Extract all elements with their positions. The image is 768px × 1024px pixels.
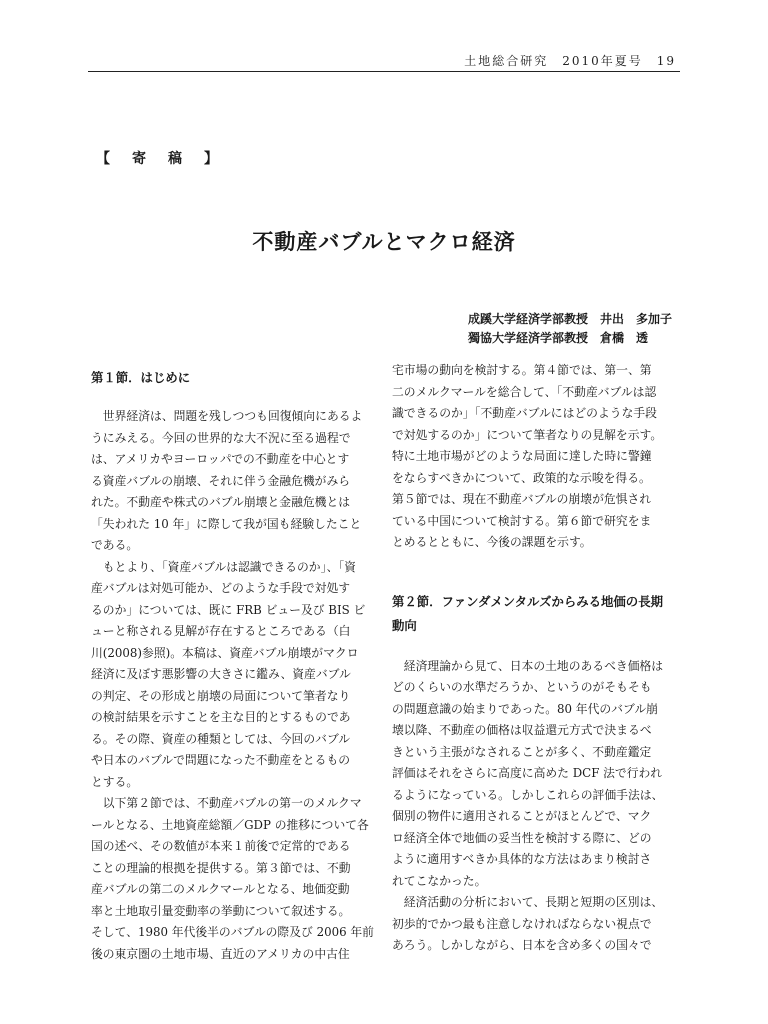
text-line: あろう。しかしながら、日本を含め多くの国々で (392, 938, 652, 952)
text-line: どのくらいの水準だろうか、というのがそもそも (392, 680, 652, 694)
section-heading-line: 動向 (392, 617, 417, 633)
section-tag: 【 寄 稿 】 (96, 151, 222, 167)
text-line: 二のメルクマールを総合して、「不動産バブルは認 (392, 384, 657, 399)
text-line: は、アメリカやヨーロッパでの不動産を中心とす (91, 452, 350, 466)
text-line: 第５節では、現在不動産バブルの崩壊が危惧され (392, 492, 652, 506)
text-line: れた。不動産や株式のバブル崩壊と金融危機とは (91, 495, 351, 509)
text-line: の判定、その形成と崩壊の局面について筆者なり (91, 688, 351, 703)
text-line: である。 (91, 538, 139, 552)
right-column (392, 360, 680, 957)
article-title: 不動産バブルとマクロ経済 (252, 230, 516, 254)
text-line: の検討結果を示すことを主な目的とするものであ (91, 710, 351, 724)
text-line: で対処するのか」について筆者なりの見解を示す。 (392, 427, 663, 442)
text-line: 識できるのか」「不動産バブルにはどのような手段 (392, 406, 657, 420)
section-heading (392, 590, 680, 638)
text-line: そして、1980 年代後半のバブルの際及び 2006 年前 (91, 925, 374, 939)
body-text (91, 406, 379, 965)
text-line: とめるとともに、今後の課題を示す。 (392, 535, 592, 549)
text-line: 個別の物件に適用されることがほとんどで、マク (392, 809, 652, 823)
text-line: 経済に及ぼす悪影響の大きさに鑑み、資産バブル (91, 667, 351, 681)
text-line: ューと称される見解が存在するところである（白 (91, 624, 351, 638)
text-line: ように適用すべきか具体的な方法はあまり検討さ (392, 852, 652, 866)
running-head: 土地総合研究 2010年夏号 19 (464, 54, 676, 68)
author-block (468, 310, 672, 348)
text-line: 経済活動の分析において、長期と短期の区別は、 (403, 895, 664, 909)
text-line: る資産バブルの崩壊、それに伴う金融危機がみら (91, 473, 351, 488)
section-heading-line: 第２節．ファンダメンタルズからみる地価の長期 (392, 593, 663, 609)
section-heading: 第１節．はじめに (91, 370, 191, 385)
author-line: 成蹊大学経済学部教授 井出 多加子 (467, 312, 672, 326)
text-line: 率と土地取引量変動率の挙動について叙述する。 (91, 903, 351, 918)
text-line: うにみえる。今回の世界的な大不況に至る過程で (91, 430, 351, 445)
text-line: 壊以降、不動産の価格は収益還元方式で決まるべ (392, 723, 652, 737)
text-line: 「失われた 10 年」に際して我が国も経験したこと (91, 516, 362, 531)
text-line: 国の述べ、その数値が本来１前後で定常的である (91, 839, 351, 853)
text-line: 世界経済は、問題を残しつつも回復傾向にあるよ (102, 409, 363, 423)
body-text (392, 360, 680, 554)
text-line: 後の東京圏の土地市場、直近のアメリカの中古住 (91, 946, 350, 961)
text-line: 経済理論から見て、日本の土地のあるべき価格は (403, 658, 664, 673)
author-line: 獨協大学経済学部教授 倉橋 透 (467, 331, 648, 345)
body-text (392, 656, 680, 957)
text-line: 特に土地市場がどのような局面に達した時に警鐘 (392, 449, 652, 463)
text-line: 宅市場の動向を検討する。第４節では、第一、第 (392, 363, 652, 377)
text-line: れてこなかった。 (392, 873, 487, 888)
text-line: るのか」については、既に FRB ビュー及び BIS ビ (91, 602, 366, 617)
header-rule (88, 71, 680, 72)
text-line: 以下第２節では、不動産バブルの第一のメルクマ (102, 796, 362, 810)
text-line: 産バブルは対処可能か、どのような手段で対処す (91, 581, 351, 595)
text-line: る。その際、資産の種類としては、今回のバブル (91, 731, 351, 746)
left-column (91, 360, 379, 965)
text-line: 産バブルの第二のメルクマールとなる、地価変動 (91, 882, 350, 896)
text-line: ことの理論的根拠を提供する。第３節では、不動 (91, 860, 351, 875)
text-line: ている中国について検討する。第６節で研究をま (392, 513, 652, 528)
text-line: とする。 (91, 774, 139, 789)
text-line: ールとなる、土地資産総額／GDP の推移について各 (91, 817, 369, 832)
text-line: ロ経済全体で地価の妥当性を検討する際に、どの (392, 830, 652, 845)
text-line: もとより、「資産バブルは認識できるのか」、「資 (102, 559, 356, 574)
text-line: 評価はそれをさらに高度に高めた DCF 法で行われ (392, 766, 663, 780)
text-line: るようになっている。しかしこれらの評価手法は、 (392, 787, 664, 802)
text-line: や日本のバブルで問題になった不動産をとるもの (91, 753, 351, 767)
text-line: 初歩的でかつ最も注意しなければならない視点で (392, 916, 652, 931)
text-line: きという主張がなされることが多く、不動産鑑定 (392, 744, 652, 759)
text-line: をならすべきかについて、政策的な示唆を得る。 (392, 470, 651, 485)
text-line: 川(2008)参照)。本稿は、資産バブル崩壊がマクロ (91, 645, 359, 660)
text-line: の問題意識の始まりであった。80 年代のバブル崩 (392, 701, 658, 716)
